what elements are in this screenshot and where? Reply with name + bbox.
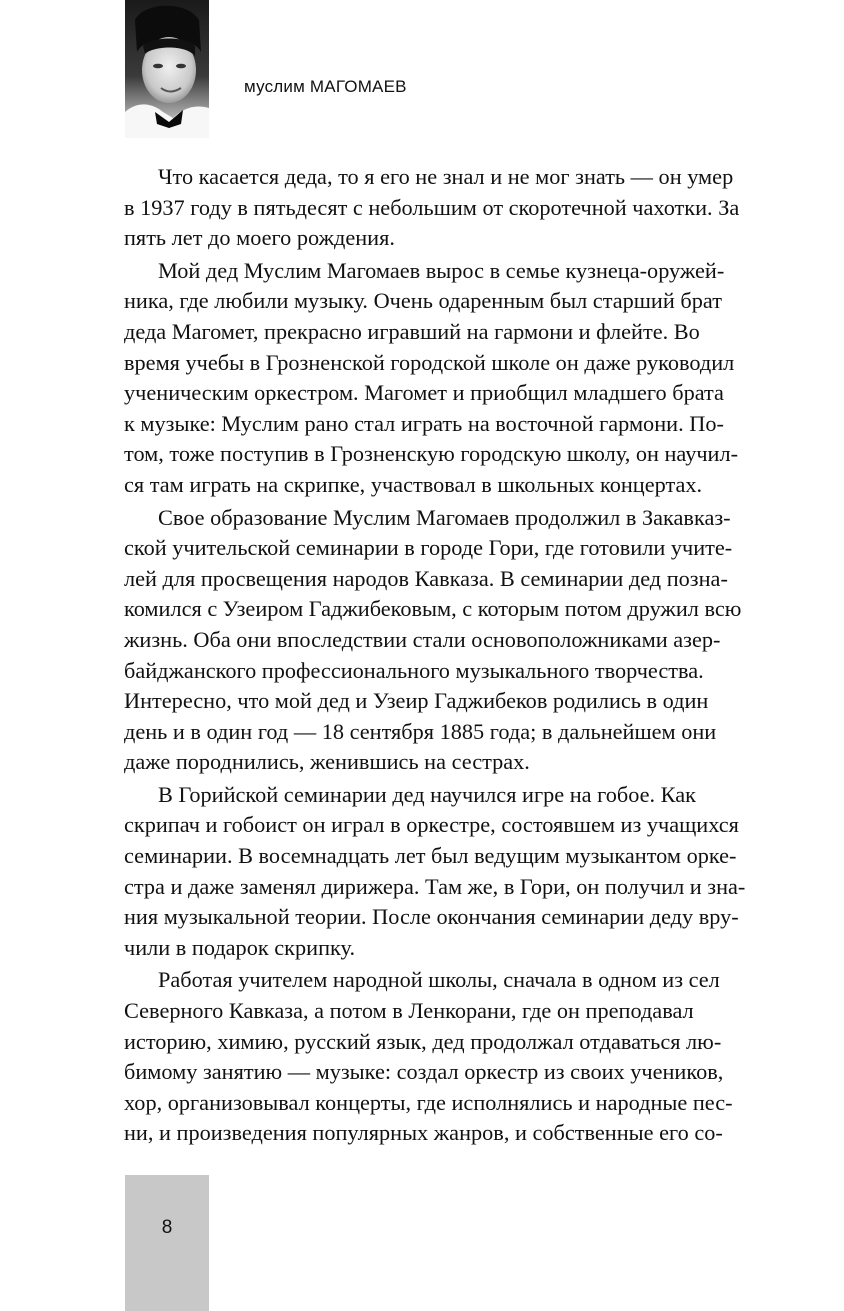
page-number-tab bbox=[125, 1175, 209, 1311]
paragraph: Свое образование Муслим Магомаев продолжил в Закавказ- ской учительской семинарии в городе Гори, где готовили учите- лей для просвещения народов Кавказа. В семинарии дед позна- комился с Узеиром Гаджибековым, с которым потом дружил всю жизнь. Оба они впоследствии стали основоположниками азер- байджанского профессионального музыкального творчества. Интересно, что мой дед и Узеир Гаджибеков родились в один день и в один год — 18 сентября 1885 года; в дальнейшем они даже породнились, женившись на сестрах. bbox=[124, 504, 742, 775]
body-text bbox=[124, 162, 764, 1149]
page-number: 8 bbox=[161, 1217, 173, 1238]
paragraph: Что касается деда, то я его не знал и не мог знать — он умер в 1937 году в пятьдесят с небольшим от скоротечной чахотки. За пять лет до моего рождения. bbox=[124, 164, 740, 251]
author-name-header: муслим МАГОМАЕВ bbox=[244, 77, 407, 96]
author-portrait-photo-icon bbox=[125, 0, 209, 138]
paragraph: Работая учителем народной школы, сначала в одном из сел Северного Кавказа, а потом в Ленкорани, где он преподавал историю, химию, русский язык, дед продолжал отдаваться лю- бимому занятию — музыке: создал оркестр из своих учеников, хор, организовывал концерты, где исполнялись и народные пес- ни, и произведения популярных жанров, и собственные его со- bbox=[124, 967, 733, 1146]
author-portrait bbox=[125, 0, 209, 138]
paragraph: В Горийской семинарии дед научился игре на гобое. Как скрипач и гобоист он играл в оркестре, состоявшем из учащихся семинарии. В восемнадцать лет был ведущим музыкантом орке- стра и даже заменял дирижера. Там же, в Гори, он получил и зна- ния музыкальной теории. После окончания семинарии деду вру- чили в подарок скрипку. bbox=[124, 781, 746, 960]
paragraph: Мой дед Муслим Магомаев вырос в семье кузнеца-оружей- ника, где любили музыку. Очень одаренным был старший брат деда Магомет, прекрасно игравший на гармони и флейте. Во время учебы в Грозненской городской школе он даже руководил ученическим оркестром. Магомет и приобщил младшего брата к музыке: Муслим рано стал играть на восточной гармони. По- том, тоже поступив в Грозненскую городскую школу, он научил- ся там играть на скрипке, участвовал в школьных концертах. bbox=[124, 257, 739, 497]
